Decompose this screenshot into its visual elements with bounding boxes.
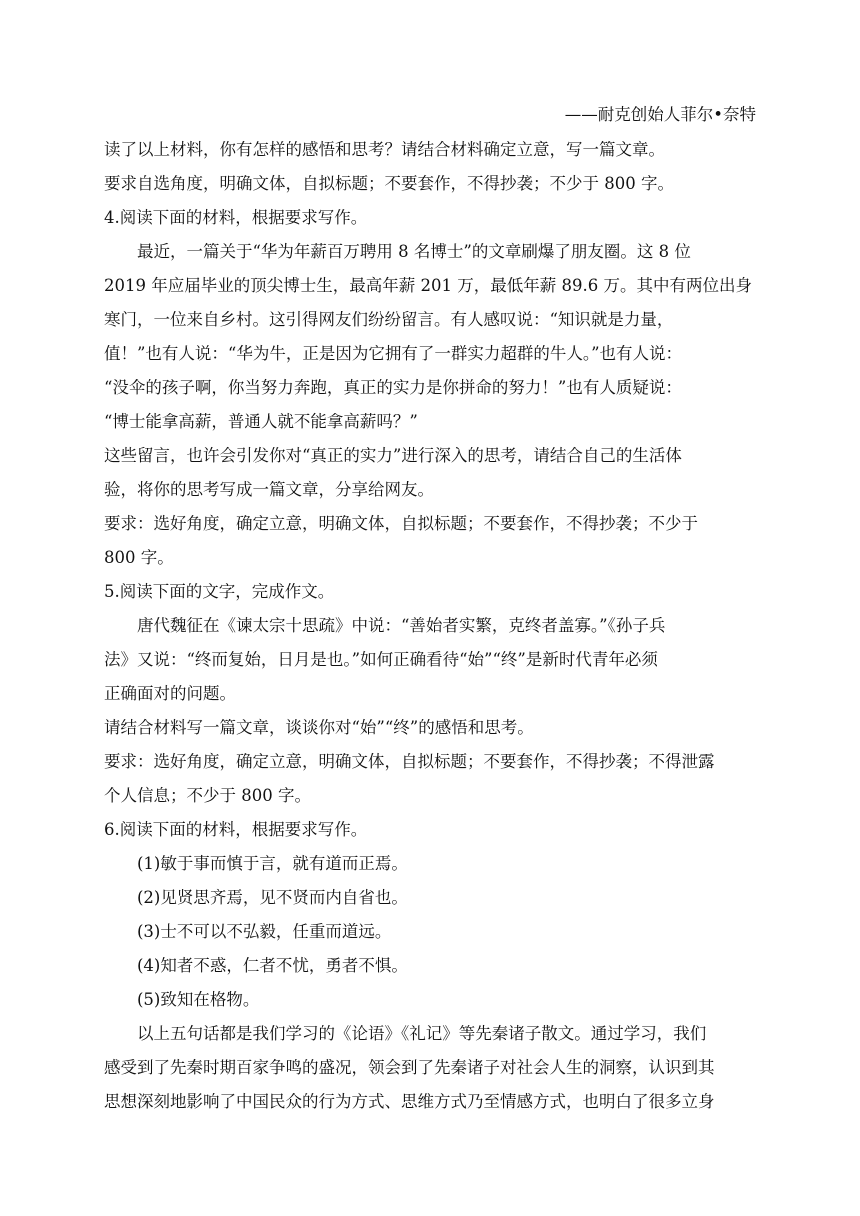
- text-line: 读了以上材料，你有怎样的感悟和思考？请结合材料确定立意，写一篇文章。: [104, 140, 665, 159]
- quote-line: (2)见贤思齐焉，见不贤而内自省也。: [137, 888, 408, 907]
- material-line: 2019 年应届毕业的顶尖博士生，最高年薪 201 万，最低年薪 89.6 万。其中有两位出身: [104, 276, 752, 295]
- requirement-line: 800 字。: [104, 548, 174, 567]
- quote-line: (4)知者不惑，仁者不忧，勇者不惧。: [137, 956, 408, 975]
- material-line: 最近，一篇关于“华为年薪百万聘用 8 名博士”的文章刷爆了朋友圈。这 8 位: [137, 242, 691, 261]
- text-line: 要求自选角度，明确文体，自拟标题；不要套作，不得抄袭；不少于 800 字。: [104, 174, 674, 193]
- material-line: “博士能拿高薪，普通人就不能拿高薪吗？”: [104, 412, 418, 431]
- text-line: 验，将你的思考写成一篇文章，分享给网友。: [104, 480, 434, 499]
- requirement-line: 要求：选好角度，确定立意，明确文体，自拟标题；不要套作，不得抄袭；不得泄露: [104, 752, 715, 771]
- quote-line: (1)敏于事而慎于言，就有道而正焉。: [137, 854, 408, 873]
- material-line: “没伞的孩子啊，你当努力奔跑，真正的实力是你拼命的努力！”也有人质疑说：: [104, 378, 682, 397]
- material-line: 法》又说：“终而复始，日月是也。”如何正确看待“始”“终”是新时代青年必须: [104, 650, 658, 669]
- requirement-line: 个人信息；不少于 800 字。: [104, 786, 311, 805]
- material-line: 值！”也有人说：“华为牛，正是因为它拥有了一群实力超群的牛人。”也有人说：: [104, 344, 683, 363]
- quote-line: (5)致知在格物。: [137, 990, 260, 1009]
- text-line: 这些留言，也许会引发你对“真正的实力”进行深入的思考，请结合自己的生活体: [104, 446, 682, 465]
- material-line: 感受到了先秦时期百家争鸣的盛况，领会到了先秦诸子对社会人生的洞察，认识到其: [104, 1058, 715, 1077]
- text-line: 请结合材料写一篇文章，谈谈你对“始”“终”的感悟和思考。: [104, 718, 534, 737]
- question-heading: 5.阅读下面的文字，完成作文。: [104, 582, 335, 601]
- material-line: 以上五句话都是我们学习的《论语》《礼记》等先秦诸子散文。通过学习，我们: [137, 1024, 707, 1043]
- material-line: 唐代魏征在《谏太宗十思疏》中说：“善始者实繁，克终者盖寡。”《孙子兵: [137, 616, 666, 635]
- quote-line: (3)士不可以不弘毅，任重而道远。: [137, 922, 392, 941]
- material-line: 正确面对的问题。: [104, 684, 236, 703]
- question-heading: 6.阅读下面的材料，根据要求写作。: [104, 820, 368, 839]
- material-line: 思想深刻地影响了中国民众的行为方式、思维方式乃至情感方式，也明白了很多立身: [104, 1092, 715, 1111]
- attribution: ——耐克创始人菲尔•奈特: [564, 105, 756, 124]
- material-line: 寒门，一位来自乡村。这引得网友们纷纷留言。有人感叹说：“知识就是力量，: [104, 310, 674, 329]
- requirement-line: 要求：选好角度，确定立意，明确文体，自拟标题；不要套作，不得抄袭；不少于: [104, 514, 698, 533]
- question-heading: 4.阅读下面的材料，根据要求写作。: [104, 208, 368, 227]
